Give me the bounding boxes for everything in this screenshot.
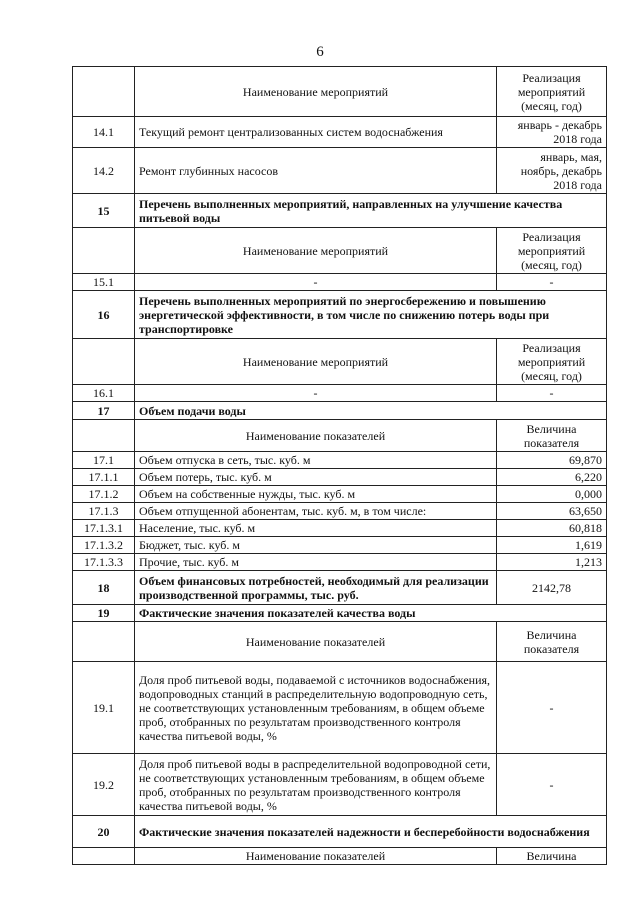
section-title: Фактические значения показателей надежности и бесперебойности водоснабжения — [135, 816, 607, 848]
row-value: - — [497, 662, 607, 754]
section-title: Объем подачи воды — [135, 402, 607, 420]
row-value: 1,213 — [497, 554, 607, 571]
section-number: 15 — [73, 194, 135, 228]
table-header-row — [73, 339, 607, 385]
table-row — [73, 274, 607, 291]
column-header-value: Величина — [497, 848, 607, 865]
table-header-row — [73, 622, 607, 662]
column-header-name: Наименование мероприятий — [135, 67, 497, 117]
row-number: 17.1.3 — [73, 503, 135, 520]
table-row — [73, 117, 607, 148]
row-name: Объем потерь, тыс. куб. м — [135, 469, 497, 486]
section-number: 16 — [73, 291, 135, 339]
section-number: 18 — [73, 571, 135, 605]
section-number: 17 — [73, 402, 135, 420]
table-row — [73, 520, 607, 537]
row-name: Объем на собственные нужды, тыс. куб. м — [135, 486, 497, 503]
column-header-value: Величина показателя — [497, 420, 607, 452]
row-value: - — [497, 274, 607, 291]
row-number: 19.2 — [73, 754, 135, 816]
section-number: 20 — [73, 816, 135, 848]
row-number: 19.1 — [73, 662, 135, 754]
empty-cell — [73, 420, 135, 452]
row-name: Население, тыс. куб. м — [135, 520, 497, 537]
row-name: Доля проб питьевой воды, подаваемой с источников водоснабжения, водопроводных станций в распределительную водопроводную сеть, не соответствующих установленным требованиям, в общем объеме проб, отобранных по результатам производственного контроля качества питьевой воды, % — [135, 662, 497, 754]
table-header-row — [73, 848, 607, 865]
row-number: 14.2 — [73, 148, 135, 194]
row-value: 63,650 — [497, 503, 607, 520]
table-row — [73, 554, 607, 571]
section-row — [73, 605, 607, 622]
row-value: январь - декабрь 2018 года — [497, 117, 607, 148]
column-header-name: Наименование показателей — [135, 848, 497, 865]
column-header-value: Реализация мероприятий (месяц, год) — [497, 67, 607, 117]
page-number: 6 — [316, 44, 324, 60]
empty-cell — [73, 67, 135, 117]
table-row — [73, 486, 607, 503]
row-number: 16.1 — [73, 385, 135, 402]
row-value: 6,220 — [497, 469, 607, 486]
section-row — [73, 402, 607, 420]
empty-cell — [73, 622, 135, 662]
column-header-name: Наименование показателей — [135, 622, 497, 662]
table-header-row — [73, 228, 607, 274]
table-row — [73, 503, 607, 520]
row-value: 60,818 — [497, 520, 607, 537]
table-row — [73, 662, 607, 754]
report-table — [72, 66, 607, 865]
row-number: 14.1 — [73, 117, 135, 148]
row-value: 1,619 — [497, 537, 607, 554]
row-value: 69,870 — [497, 452, 607, 469]
row-name: Объем отпуска в сеть, тыс. куб. м — [135, 452, 497, 469]
section-row — [73, 571, 607, 605]
empty-cell — [73, 848, 135, 865]
row-name: - — [135, 385, 497, 402]
column-header-name: Наименование показателей — [135, 420, 497, 452]
column-header-value: Величина показателя — [497, 622, 607, 662]
row-name: Бюджет, тыс. куб. м — [135, 537, 497, 554]
section-row — [73, 291, 607, 339]
row-number: 17.1.3.1 — [73, 520, 135, 537]
row-name: - — [135, 274, 497, 291]
table-row — [73, 469, 607, 486]
section-row — [73, 816, 607, 848]
row-number: 15.1 — [73, 274, 135, 291]
table-row — [73, 754, 607, 816]
row-number: 17.1 — [73, 452, 135, 469]
row-name: Прочие, тыс. куб. м — [135, 554, 497, 571]
table-header-row — [73, 67, 607, 117]
table-row — [73, 385, 607, 402]
row-value: 2142,78 — [497, 571, 607, 605]
table-row — [73, 537, 607, 554]
row-name: Текущий ремонт централизованных систем водоснабжения — [135, 117, 497, 148]
column-header-name: Наименование мероприятий — [135, 228, 497, 274]
table-row — [73, 148, 607, 194]
row-name: Ремонт глубинных насосов — [135, 148, 497, 194]
section-title: Перечень выполненных мероприятий, направленных на улучшение качества питьевой воды — [135, 194, 607, 228]
column-header-value: Реализация мероприятий (месяц, год) — [497, 228, 607, 274]
table-header-row — [73, 420, 607, 452]
section-title: Фактические значения показателей качества воды — [135, 605, 607, 622]
table-row — [73, 452, 607, 469]
row-value: 0,000 — [497, 486, 607, 503]
row-number: 17.1.3.3 — [73, 554, 135, 571]
empty-cell — [73, 228, 135, 274]
section-title: Перечень выполненных мероприятий по энергосбережению и повышению энергетической эффективности, в том числе по снижению потерь воды при транспортировке — [135, 291, 607, 339]
row-value: - — [497, 385, 607, 402]
section-number: 19 — [73, 605, 135, 622]
empty-cell — [73, 339, 135, 385]
row-name: Доля проб питьевой воды в распределительной водопроводной сети, не соответствующих установленным требованиям, в общем объеме проб, отобранных по результатам производственного контроля качества питьевой воды, % — [135, 754, 497, 816]
row-number: 17.1.2 — [73, 486, 135, 503]
row-number: 17.1.1 — [73, 469, 135, 486]
column-header-value: Реализация мероприятий (месяц, год) — [497, 339, 607, 385]
row-value: январь, мая, ноябрь, декабрь 2018 года — [497, 148, 607, 194]
row-value: - — [497, 754, 607, 816]
section-title: Объем финансовых потребностей, необходимый для реализации производственной программы, тыс. руб. — [135, 571, 497, 605]
section-row — [73, 194, 607, 228]
row-name: Объем отпущенной абонентам, тыс. куб. м, в том числе: — [135, 503, 497, 520]
column-header-name: Наименование мероприятий — [135, 339, 497, 385]
row-number: 17.1.3.2 — [73, 537, 135, 554]
